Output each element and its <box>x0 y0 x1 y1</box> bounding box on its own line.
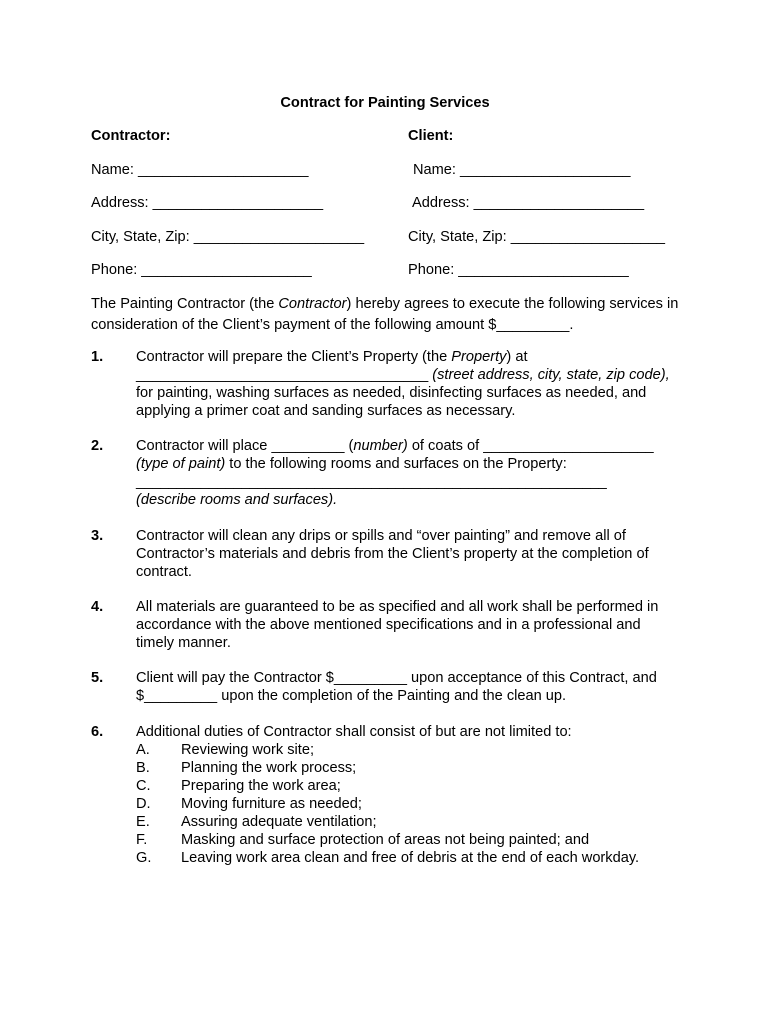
clause-number: 1. <box>91 349 104 365</box>
intro-contractor-term: Contractor <box>278 296 347 312</box>
clause-number: 2. <box>91 438 104 454</box>
duty-text: Planning the work process; <box>181 760 357 776</box>
clause-number: 3. <box>91 528 104 544</box>
clause-body <box>136 437 681 509</box>
intro-paragraph <box>91 294 691 336</box>
duty-letter: C. <box>136 778 151 794</box>
rooms-blank: __________________________________________________________ <box>136 474 607 490</box>
contractor-city-field: City, State, Zip: _____________________ <box>91 229 365 245</box>
clause-body: All materials are guaranteed to be as specified and all work shall be performed in accordance with the above mentioned specifications and in a professional and timely manner. <box>136 599 659 651</box>
contractor-name-field: Name: _____________________ <box>91 162 309 178</box>
paint-type-hint: (type of paint) <box>136 456 226 472</box>
duty-text: Masking and surface protection of areas not being painted; and <box>181 832 590 848</box>
clause-text: Contractor will prepare the Client’s Property (the <box>136 349 452 365</box>
duty-text: Moving furniture as needed; <box>181 796 362 812</box>
contractor-heading: Contractor: <box>91 128 171 144</box>
duty-text: Reviewing work site; <box>181 742 315 758</box>
clause-text: Contractor will place _________ ( <box>136 438 354 454</box>
clause-number: 6. <box>91 724 104 740</box>
client-name-field: Name: _____________________ <box>413 162 631 178</box>
duty-letter: A. <box>136 742 150 758</box>
client-address-field: Address: _____________________ <box>412 195 645 211</box>
contractor-phone-field: Phone: _____________________ <box>91 262 312 278</box>
address-blank: ____________________________________ <box>136 367 433 383</box>
document-title: Contract for Painting Services <box>280 95 490 111</box>
duty-letter: F. <box>136 832 148 848</box>
clause-text: ) at <box>506 349 528 365</box>
client-heading: Client: <box>408 128 454 144</box>
clause-number: 5. <box>91 670 104 686</box>
duty-letter: G. <box>136 850 152 866</box>
duty-letter: D. <box>136 796 151 812</box>
contractor-address-field: Address: _____________________ <box>91 195 324 211</box>
clause-number: 4. <box>91 599 104 615</box>
duty-letter: E. <box>136 814 150 830</box>
duty-letter: B. <box>136 760 150 776</box>
clause-text: to the following rooms and surfaces on the Property: <box>225 456 567 472</box>
clause-text: of coats of _____________________ <box>407 438 654 454</box>
number-hint: number) <box>353 438 408 454</box>
duty-text: Preparing the work area; <box>181 778 341 794</box>
clause-text: for painting, washing surfaces as needed, disinfecting surfaces as needed, and applying a primer coat and sanding surfaces as necessary. <box>136 385 647 419</box>
clause-body <box>136 348 681 420</box>
duty-text: Assuring adequate ventilation; <box>181 814 377 830</box>
address-hint: (street address, city, state, zip code), <box>432 367 670 383</box>
intro-text-2: ) hereby agrees to execute the following services in consideration of the Client’s payment of the following amount $_________. <box>91 296 679 333</box>
duty-text: Leaving work area clean and free of debris at the end of each workday. <box>181 850 640 866</box>
client-city-field: City, State, Zip: ___________________ <box>408 229 665 245</box>
clause-body: Additional duties of Contractor shall consist of but are not limited to: <box>136 724 572 740</box>
client-phone-field: Phone: _____________________ <box>408 262 629 278</box>
intro-text-1: The Painting Contractor (the <box>91 296 279 312</box>
property-term: Property <box>451 349 507 365</box>
clause-body: Client will pay the Contractor $_________ upon acceptance of this Contract, and $_________ upon the completion of the Painting and the clean up. <box>136 670 657 704</box>
rooms-hint: (describe rooms and surfaces). <box>136 492 338 508</box>
clause-body: Contractor will clean any drips or spills and “over painting” and remove all of Contractor’s materials and debris from the Client’s property at the completion of contract. <box>136 528 649 580</box>
clause-6 <box>91 723 691 873</box>
